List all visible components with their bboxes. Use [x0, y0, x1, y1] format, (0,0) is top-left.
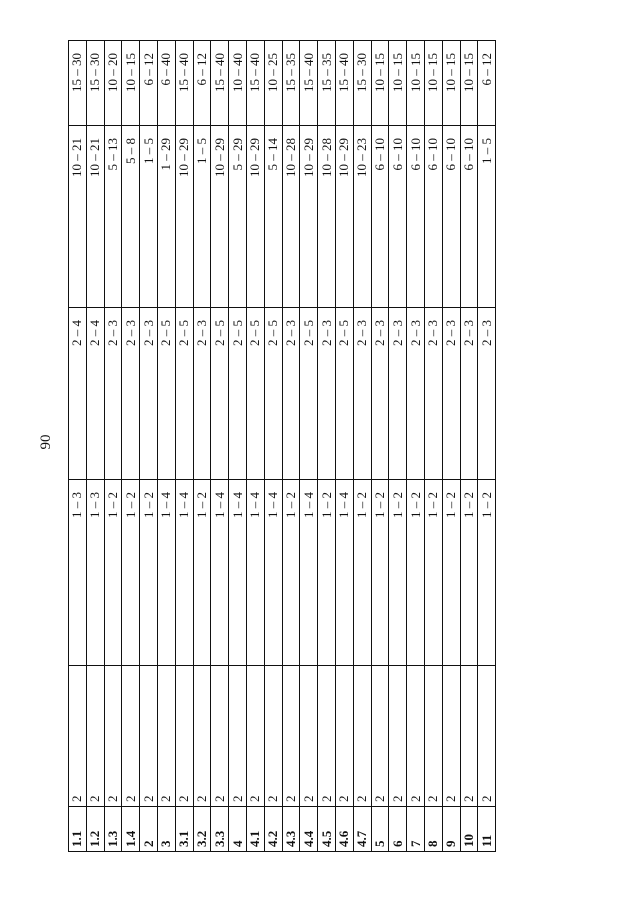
col-a-cell: 2 — [424, 666, 442, 807]
col-c-cell: 2 – 5 — [229, 308, 247, 480]
col-e-cell: 10 – 20 — [104, 41, 122, 126]
col-c-cell: 2 – 3 — [442, 308, 460, 480]
col-d-cell: 1 – 5 — [478, 126, 496, 308]
table-body — [69, 41, 496, 852]
col-d-cell: 10 – 29 — [175, 126, 193, 308]
col-e-cell: 10 – 15 — [389, 41, 407, 126]
col-e-cell: 15 – 35 — [318, 41, 336, 126]
col-c-cell: 2 – 4 — [86, 308, 104, 480]
table-row — [460, 41, 478, 852]
row-id-cell: 9 — [442, 807, 460, 852]
col-c-cell: 2 – 5 — [264, 308, 282, 480]
col-b-cell: 1 – 4 — [264, 480, 282, 666]
row-id-cell: 4.3 — [282, 807, 300, 852]
col-a-cell: 2 — [157, 666, 175, 807]
table-row — [282, 41, 300, 852]
row-id-cell: 1.4 — [122, 807, 140, 852]
col-a-cell: 2 — [442, 666, 460, 807]
col-d-cell: 10 – 29 — [246, 126, 264, 308]
col-d-cell: 10 – 23 — [353, 126, 371, 308]
col-d-cell: 1 – 5 — [140, 126, 158, 308]
col-a-cell: 2 — [300, 666, 318, 807]
col-e-cell: 10 – 40 — [229, 41, 247, 126]
table-row — [264, 41, 282, 852]
col-d-cell: 6 – 10 — [460, 126, 478, 308]
col-c-cell: 2 – 4 — [69, 308, 87, 480]
row-id-cell: 2 — [140, 807, 158, 852]
col-e-cell: 15 – 30 — [86, 41, 104, 126]
col-b-cell: 1 – 2 — [424, 480, 442, 666]
col-d-cell: 5 – 29 — [229, 126, 247, 308]
row-id-cell: 4.2 — [264, 807, 282, 852]
row-id-cell: 4 — [229, 807, 247, 852]
table-row — [389, 41, 407, 852]
row-id-cell: 1.2 — [86, 807, 104, 852]
col-a-cell: 2 — [69, 666, 87, 807]
col-d-cell: 10 – 29 — [300, 126, 318, 308]
row-id-cell: 3.2 — [193, 807, 211, 852]
table-row — [104, 41, 122, 852]
col-a-cell: 2 — [246, 666, 264, 807]
col-a-cell: 2 — [140, 666, 158, 807]
table-row — [229, 41, 247, 852]
col-b-cell: 1 – 3 — [69, 480, 87, 666]
table-row — [300, 41, 318, 852]
col-e-cell: 6 – 12 — [478, 41, 496, 126]
col-c-cell: 2 – 3 — [140, 308, 158, 480]
col-e-cell: 6 – 12 — [140, 41, 158, 126]
table-row — [442, 41, 460, 852]
table-row — [140, 41, 158, 852]
table-row — [246, 41, 264, 852]
row-id-cell: 6 — [389, 807, 407, 852]
col-d-cell: 10 – 21 — [69, 126, 87, 308]
col-e-cell: 10 – 15 — [460, 41, 478, 126]
col-c-cell: 2 – 3 — [371, 308, 389, 480]
data-table-container — [68, 40, 494, 852]
row-id-cell: 4.6 — [335, 807, 353, 852]
col-c-cell: 2 – 5 — [157, 308, 175, 480]
col-d-cell: 1 – 5 — [193, 126, 211, 308]
col-b-cell: 1 – 2 — [140, 480, 158, 666]
table-row — [424, 41, 442, 852]
col-c-cell: 2 – 5 — [335, 308, 353, 480]
col-d-cell: 10 – 29 — [211, 126, 229, 308]
col-a-cell: 2 — [229, 666, 247, 807]
col-d-cell: 10 – 28 — [318, 126, 336, 308]
col-d-cell: 6 – 10 — [407, 126, 425, 308]
col-c-cell: 2 – 5 — [211, 308, 229, 480]
col-b-cell: 1 – 2 — [371, 480, 389, 666]
col-a-cell: 2 — [371, 666, 389, 807]
col-c-cell: 2 – 3 — [353, 308, 371, 480]
col-d-cell: 6 – 10 — [442, 126, 460, 308]
col-c-cell: 2 – 3 — [193, 308, 211, 480]
col-d-cell: 6 – 10 — [424, 126, 442, 308]
col-a-cell: 2 — [389, 666, 407, 807]
col-c-cell: 2 – 3 — [282, 308, 300, 480]
col-e-cell: 15 – 30 — [69, 41, 87, 126]
col-b-cell: 1 – 2 — [193, 480, 211, 666]
col-a-cell: 2 — [353, 666, 371, 807]
table-row — [193, 41, 211, 852]
col-e-cell: 15 – 40 — [246, 41, 264, 126]
row-id-cell: 7 — [407, 807, 425, 852]
row-id-cell: 3.1 — [175, 807, 193, 852]
col-b-cell: 1 – 2 — [460, 480, 478, 666]
col-c-cell: 2 – 3 — [478, 308, 496, 480]
col-d-cell: 10 – 29 — [335, 126, 353, 308]
row-id-cell: 5 — [371, 807, 389, 852]
col-b-cell: 1 – 2 — [478, 480, 496, 666]
col-b-cell: 1 – 4 — [229, 480, 247, 666]
row-id-cell: 4.7 — [353, 807, 371, 852]
table-row — [157, 41, 175, 852]
table-row — [335, 41, 353, 852]
col-a-cell: 2 — [193, 666, 211, 807]
row-id-cell: 10 — [460, 807, 478, 852]
col-b-cell: 1 – 3 — [86, 480, 104, 666]
col-c-cell: 2 – 3 — [460, 308, 478, 480]
table-row — [407, 41, 425, 852]
col-a-cell: 2 — [407, 666, 425, 807]
col-d-cell: 10 – 21 — [86, 126, 104, 308]
table-row — [122, 41, 140, 852]
col-b-cell: 1 – 4 — [335, 480, 353, 666]
col-a-cell: 2 — [122, 666, 140, 807]
col-a-cell: 2 — [211, 666, 229, 807]
data-table — [68, 40, 496, 852]
col-e-cell: 15 – 40 — [175, 41, 193, 126]
col-e-cell: 15 – 40 — [335, 41, 353, 126]
col-c-cell: 2 – 5 — [300, 308, 318, 480]
col-d-cell: 5 – 14 — [264, 126, 282, 308]
col-d-cell: 1 – 29 — [157, 126, 175, 308]
col-b-cell: 1 – 2 — [104, 480, 122, 666]
col-c-cell: 2 – 3 — [389, 308, 407, 480]
col-a-cell: 2 — [460, 666, 478, 807]
col-e-cell: 10 – 15 — [442, 41, 460, 126]
col-d-cell: 5 – 13 — [104, 126, 122, 308]
table-row — [175, 41, 193, 852]
col-a-cell: 2 — [318, 666, 336, 807]
col-e-cell: 15 – 40 — [300, 41, 318, 126]
col-b-cell: 1 – 4 — [246, 480, 264, 666]
col-b-cell: 1 – 2 — [407, 480, 425, 666]
col-b-cell: 1 – 4 — [300, 480, 318, 666]
col-c-cell: 2 – 5 — [175, 308, 193, 480]
row-id-cell: 1.3 — [104, 807, 122, 852]
row-id-cell: 8 — [424, 807, 442, 852]
col-b-cell: 1 – 2 — [389, 480, 407, 666]
table-row — [353, 41, 371, 852]
col-c-cell: 2 – 3 — [104, 308, 122, 480]
row-id-cell: 3 — [157, 807, 175, 852]
table-row — [318, 41, 336, 852]
table-row — [478, 41, 496, 852]
col-a-cell: 2 — [104, 666, 122, 807]
col-e-cell: 15 – 40 — [211, 41, 229, 126]
row-id-cell: 3.3 — [211, 807, 229, 852]
row-id-cell: 4.4 — [300, 807, 318, 852]
col-a-cell: 2 — [478, 666, 496, 807]
row-id-cell: 11 — [478, 807, 496, 852]
col-a-cell: 2 — [86, 666, 104, 807]
col-c-cell: 2 – 3 — [318, 308, 336, 480]
col-d-cell: 6 – 10 — [371, 126, 389, 308]
col-b-cell: 1 – 4 — [211, 480, 229, 666]
col-c-cell: 2 – 3 — [407, 308, 425, 480]
col-b-cell: 1 – 2 — [122, 480, 140, 666]
table-row — [86, 41, 104, 852]
col-c-cell: 2 – 3 — [122, 308, 140, 480]
row-id-cell: 4.5 — [318, 807, 336, 852]
col-e-cell: 6 – 40 — [157, 41, 175, 126]
rotated-table — [68, 40, 494, 852]
col-b-cell: 1 – 4 — [157, 480, 175, 666]
col-b-cell: 1 – 4 — [175, 480, 193, 666]
col-e-cell: 6 – 12 — [193, 41, 211, 126]
col-a-cell: 2 — [282, 666, 300, 807]
table-row — [69, 41, 87, 852]
col-e-cell: 10 – 15 — [122, 41, 140, 126]
col-e-cell: 15 – 35 — [282, 41, 300, 126]
col-e-cell: 10 – 25 — [264, 41, 282, 126]
row-id-cell: 4.1 — [246, 807, 264, 852]
col-d-cell: 6 – 10 — [389, 126, 407, 308]
col-d-cell: 10 – 28 — [282, 126, 300, 308]
col-a-cell: 2 — [264, 666, 282, 807]
col-b-cell: 1 – 2 — [353, 480, 371, 666]
col-b-cell: 1 – 2 — [318, 480, 336, 666]
col-a-cell: 2 — [335, 666, 353, 807]
col-c-cell: 2 – 5 — [246, 308, 264, 480]
col-e-cell: 10 – 15 — [424, 41, 442, 126]
col-e-cell: 15 – 30 — [353, 41, 371, 126]
row-id-cell: 1.1 — [69, 807, 87, 852]
table-row — [371, 41, 389, 852]
col-b-cell: 1 – 2 — [442, 480, 460, 666]
page-number: 90 — [38, 434, 54, 450]
col-c-cell: 2 – 3 — [424, 308, 442, 480]
col-e-cell: 10 – 15 — [371, 41, 389, 126]
table-row — [211, 41, 229, 852]
col-d-cell: 5 – 8 — [122, 126, 140, 308]
col-b-cell: 1 – 2 — [282, 480, 300, 666]
col-a-cell: 2 — [175, 666, 193, 807]
col-e-cell: 10 – 15 — [407, 41, 425, 126]
